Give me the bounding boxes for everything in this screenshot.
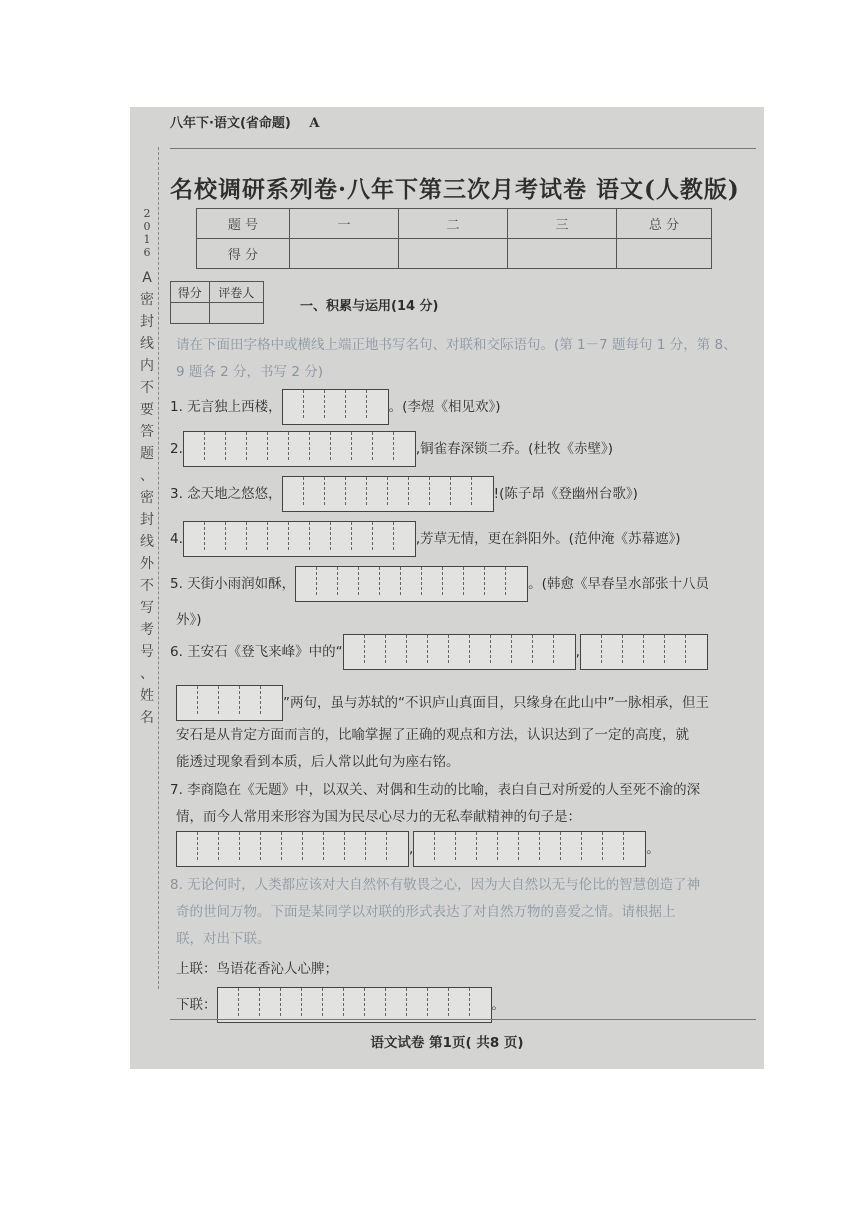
- header-rule: [170, 148, 756, 149]
- question-6-line2: ”两句，虽与苏轼的“不识庐山真面目，只缘身在此山中”一脉相承，但王: [176, 685, 709, 721]
- question-7-answers: , 。: [176, 831, 660, 867]
- question-1: 1. 无言独上西楼， 。(李煜《相见欢》): [170, 389, 500, 425]
- exam-paper: [130, 107, 764, 1069]
- question-6-line3: 安石是从肯定方面而言的，比喻掌握了正确的观点和方法，认识达到了一定的高度，就: [176, 727, 689, 743]
- couplet-upper: 上联：鸟语花香沁人心脾；: [176, 961, 338, 977]
- score-cell-1[interactable]: [290, 239, 399, 269]
- score-table: [196, 208, 712, 269]
- seal-line: [158, 147, 159, 989]
- answer-box-q8[interactable]: [217, 987, 492, 1023]
- grader-table: [170, 281, 264, 324]
- side-year: 2 0 1 6: [143, 207, 151, 259]
- answer-box-q3[interactable]: [282, 476, 494, 512]
- grader-score-label: 得分: [171, 282, 210, 303]
- grader-name-label: 评卷人: [209, 282, 263, 303]
- seal-side-text: [136, 207, 158, 729]
- header-subject: 八年下·语文(省命题): [170, 116, 291, 131]
- section-1-instruction: 请在下面田字格中或横线上端正地书写名句、对联和交际语句。(第 1－7 题每句 1 分，第 8、9 题各 2 分，书写 2 分): [176, 337, 737, 380]
- question-5-cont: 外》): [176, 612, 202, 628]
- score-header-3: 三: [508, 209, 617, 239]
- answer-box-q6b[interactable]: [580, 634, 708, 670]
- answer-box-q4[interactable]: [183, 521, 416, 557]
- grader-name-cell[interactable]: [209, 303, 263, 324]
- score-header-1: 一: [290, 209, 399, 239]
- answer-box-q5[interactable]: [295, 566, 528, 602]
- header-letter: A: [309, 116, 320, 131]
- footer-rule: [170, 1019, 756, 1020]
- score-value-row: [197, 239, 712, 269]
- grader-score-cell[interactable]: [171, 303, 210, 324]
- question-4: 4. ,芳草无情，更在斜阳外。(范仲淹《苏幕遮》): [170, 521, 680, 557]
- question-3: 3. 念天地之悠悠， !(陈子昂《登幽州台歌》): [170, 476, 638, 512]
- question-5: 5. 天街小雨润如酥， 。(韩愈《早春呈水部张十八员: [170, 566, 709, 602]
- paper-header: [170, 112, 319, 131]
- score-header-total: 总 分: [617, 209, 712, 239]
- answer-box-q7b[interactable]: [413, 831, 646, 867]
- side-chars: A 密 封 线 内 不 要 答 题 、 密 封 线 外 不 写 考 号 、 姓 名: [140, 270, 154, 726]
- score-cell-3[interactable]: [508, 239, 617, 269]
- answer-box-q2[interactable]: [183, 431, 416, 467]
- question-7: 7. 李商隐在《无题》中，以双关、对偶和生动的比喻，表白自己对所爱的人至死不渝的深: [170, 782, 701, 798]
- score-cell-total[interactable]: [617, 239, 712, 269]
- question-8-line3: 联，对出下联。: [176, 931, 271, 947]
- section-1-title: 一、积累与运用(14 分): [300, 299, 439, 314]
- score-header-label: 题 号: [197, 209, 290, 239]
- exam-title: 名校调研系列卷·八年下第三次月考试卷 语文(人教版): [170, 176, 740, 203]
- answer-box-q1[interactable]: [282, 389, 389, 425]
- question-6: 6. 王安石《登飞来峰》中的“ ,: [170, 634, 708, 670]
- couplet-lower: 下联： 。: [176, 987, 505, 1023]
- question-2: 2. ,铜雀春深锁二乔。(杜牧《赤壁》): [170, 431, 613, 467]
- answer-box-q6a[interactable]: [343, 634, 576, 670]
- answer-box-q7a[interactable]: [176, 831, 409, 867]
- answer-box-q6c[interactable]: [176, 685, 283, 721]
- score-cell-2[interactable]: [399, 239, 508, 269]
- question-7-line2: 情，而今人常用来形容为国为民尽心尽力的无私奉献精神的句子是：: [176, 809, 581, 825]
- question-6-line4: 能透过现象看到本质，后人常以此句为座右铭。: [176, 754, 460, 770]
- score-header-row: [197, 209, 712, 239]
- score-header-2: 二: [399, 209, 508, 239]
- question-8: 8. 无论何时，人类都应该对大自然怀有敬畏之心，因为大自然以无与伦比的智慧创造了神: [170, 877, 701, 893]
- score-row-label: 得 分: [197, 239, 290, 269]
- page-footer: 语文试卷 第1页( 共8 页): [370, 1035, 524, 1051]
- question-8-line2: 奇的世间万物。下面是某同学以对联的形式表达了对自然万物的喜爱之情。请根据上: [176, 904, 676, 920]
